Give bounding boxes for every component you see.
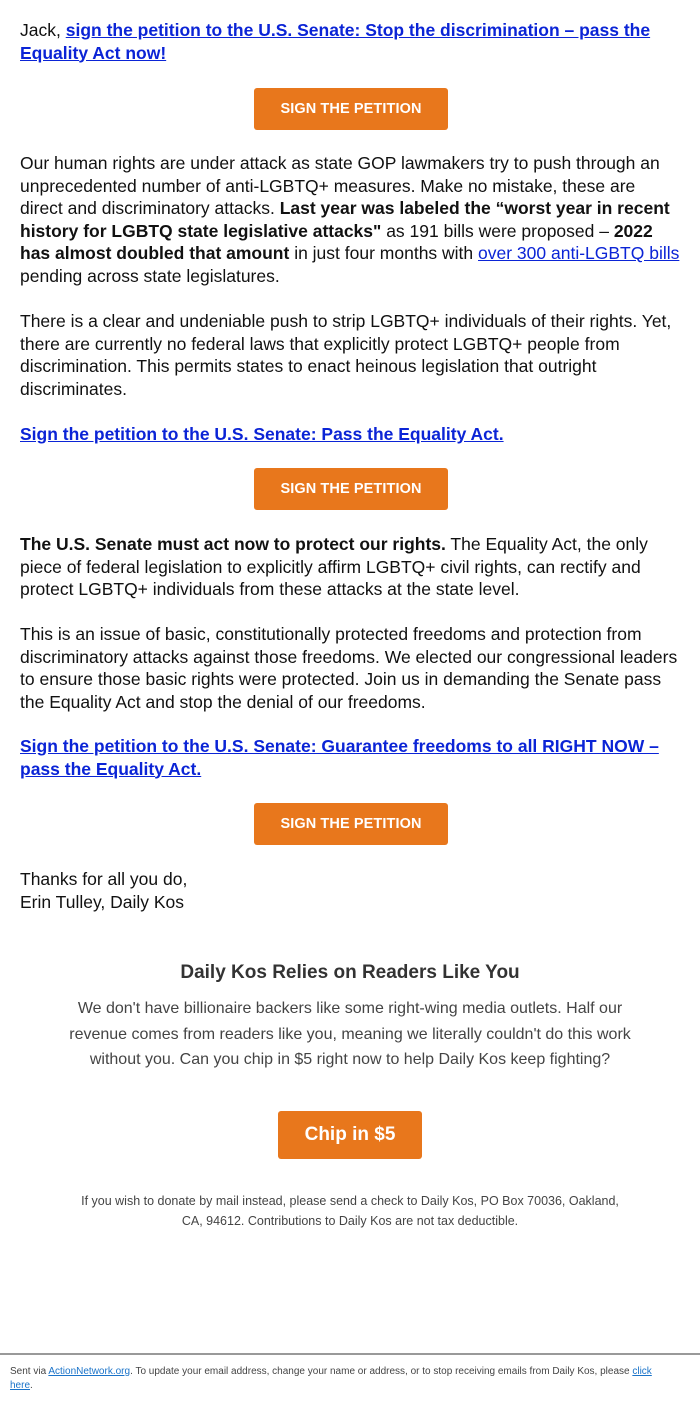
- petition-link-top[interactable]: sign the petition to the U.S. Senate: Stop the discrimination – pass the Equality Act now!: [20, 20, 651, 63]
- appeal-body: We don't have billionaire backers like some right-wing media outlets. Half our revenue comes from readers like you, meaning we literally couldn't do this work without you. Can you chip in $5 right now to help Daily Kos keep fighting?: [69, 1000, 631, 1068]
- attack-text-2: as 191 bills were proposed –: [381, 220, 614, 241]
- intro-paragraph: [20, 19, 682, 64]
- footer-sent-via: Sent via: [10, 1366, 49, 1377]
- senate-text: The Equality Act, the only piece of federal legislation to explicitly affirm LGBTQ+ civil rights, can rectify and protect LGBTQ+ individuals from these attacks at the state level.: [20, 534, 648, 599]
- signoff-line-1: Thanks for all you do,: [20, 869, 188, 889]
- click-here-link[interactable]: click here: [10, 1366, 652, 1391]
- footer-body: . To update your email address, change your name or address, or to stop receiving emails from Daily Kos, please: [130, 1366, 633, 1377]
- chip-in-button[interactable]: Chip in $5: [278, 1111, 422, 1159]
- footer-text: [10, 1365, 670, 1392]
- mail-donation-text: If you wish to donate by mail instead, please send a check to Daily Kos, PO Box 70036, Oakland, CA, 94612. Contributions to Daily Kos are not tax deductible.: [81, 1193, 619, 1228]
- attack-text-1: Our human rights are under attack as state GOP lawmakers try to push through an unprecedented number of anti-LGBTQ+ measures. Make no mistake, these are direct and discriminatory attacks.: [20, 153, 660, 218]
- petition-link-bottom[interactable]: Sign the petition to the U.S. Senate: Guarantee freedoms to all RIGHT NOW – pass the Equality Act.: [20, 736, 659, 779]
- federal-laws-paragraph: There is a clear and undeniable push to strip LGBTQ+ individuals of their rights. Yet, there are currently no federal laws that explicitly protect LGBTQ+ people from discrimination. This permits states to enact heinous legislation that outright discriminates.: [20, 311, 672, 399]
- signoff: [20, 868, 682, 913]
- signoff-line-2: Erin Tulley, Daily Kos: [20, 891, 185, 912]
- sign-petition-button-3[interactable]: SIGN THE PETITION: [254, 803, 448, 845]
- attack-paragraph: [20, 152, 682, 287]
- attack-bold-1: Last year was labeled the “worst year in recent history for LGBTQ state legislative attacks": [20, 198, 670, 241]
- petition-link-middle[interactable]: Sign the petition to the U.S. Senate: Pass the Equality Act.: [20, 424, 504, 444]
- senate-bold: The U.S. Senate must act now to protect our rights.: [20, 534, 446, 554]
- senate-paragraph: [20, 533, 682, 601]
- actionnetwork-link[interactable]: ActionNetwork.org: [48, 1366, 131, 1377]
- freedoms-paragraph: This is an issue of basic, constitutionally protected freedoms and protection from discriminatory attacks against those freedoms. We elected our congressional leaders to ensure those basic rights were protected. Join us in demanding the Senate pass the Equality Act and stop the denial of our freedoms.: [20, 624, 678, 712]
- attack-text-4: pending across state legislatures.: [20, 265, 280, 286]
- petition-link-paragraph-2: [20, 423, 682, 446]
- attack-text-3: in just four months with: [289, 243, 479, 263]
- sign-petition-button-2[interactable]: SIGN THE PETITION: [254, 468, 448, 510]
- donation-appeal: [0, 960, 700, 1231]
- footer: [0, 1353, 700, 1421]
- attack-bold-2: 2022 has almost doubled that amount: [20, 220, 653, 263]
- footer-end: .: [30, 1379, 33, 1391]
- petition-link-paragraph-3: [20, 735, 682, 780]
- recipient-name: Jack,: [20, 20, 61, 40]
- appeal-title: Daily Kos Relies on Readers Like You: [180, 962, 520, 983]
- anti-lgbtq-bills-link[interactable]: over 300 anti-LGBTQ bills: [478, 243, 680, 263]
- sign-petition-button-1[interactable]: SIGN THE PETITION: [254, 88, 448, 130]
